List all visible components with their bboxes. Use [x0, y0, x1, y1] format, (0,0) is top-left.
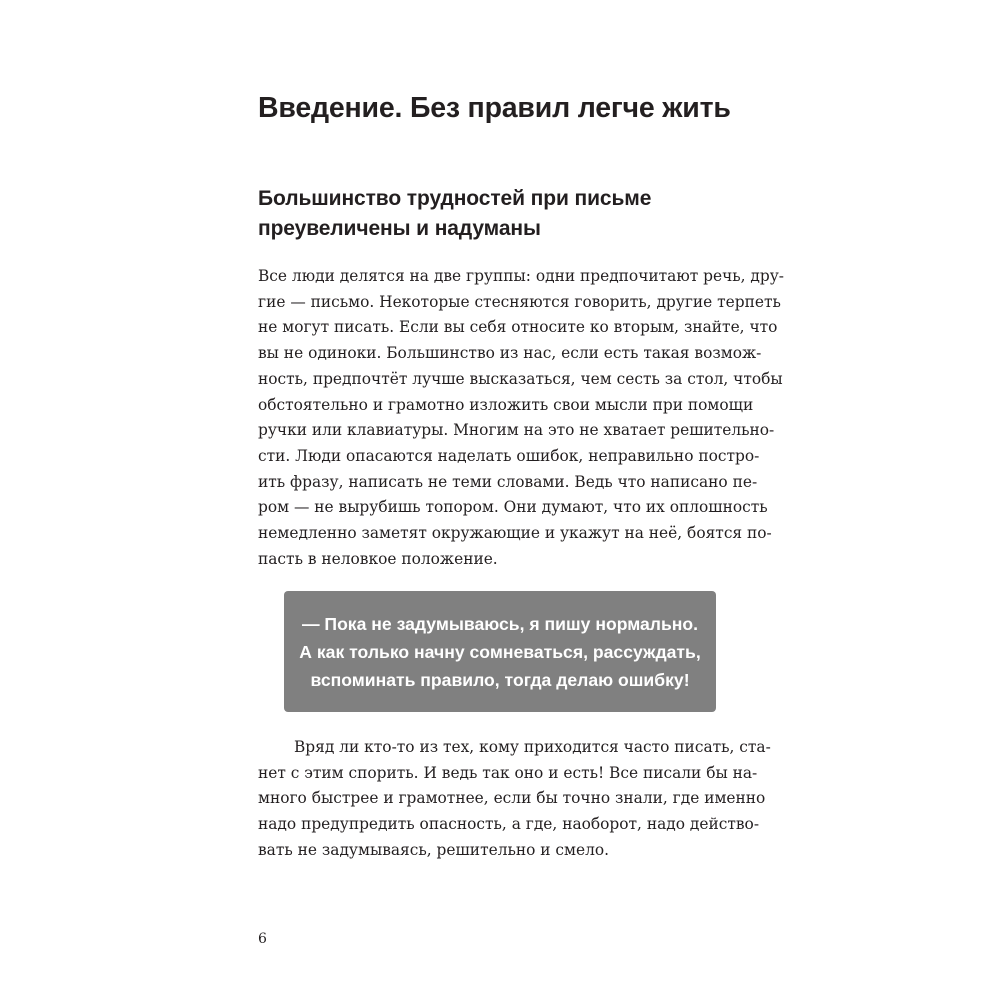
callout-line: А как только начну сомневаться, рассуждать, [299, 641, 701, 662]
text-line: ручки или клавиатуры. Многим на это не хватает решительно- [258, 421, 775, 440]
callout-line: — Пока не задумываюсь, я пишу нормально. [301, 613, 699, 634]
text-line: вать не задумываясь, решительно и смело. [258, 840, 610, 859]
text-line: сти. Люди опасаются наделать ошибок, неправильно постро- [258, 446, 760, 465]
text-line: вы не одиноки. Большинство из нас, если есть такая возмож- [258, 344, 762, 363]
text-line: не могут писать. Если вы себя относите ко вторым, знайте, что [258, 318, 778, 337]
paragraph-2 [258, 735, 771, 864]
quote-callout [284, 591, 716, 712]
section-title-line: преувеличены и надуманы [258, 217, 541, 240]
chapter-title: Введение. Без правил легче жить [258, 92, 731, 124]
callout-line: вспоминать правило, тогда делаю ошибку! [310, 669, 690, 690]
text-line: нет с этим спорить. И ведь так оно и есть! Все писали бы на- [258, 763, 758, 782]
text-line: обстоятельно и грамотно изложить свои мысли при помощи [258, 395, 754, 414]
text-line: ром — не вырубишь топором. Они думают, что их оплошность [258, 498, 768, 517]
text-line: много быстрее и грамотнее, если бы точно знали, где именно [258, 789, 766, 808]
text-line: надо предупредить опасность, а где, наоборот, надо действо- [258, 815, 760, 834]
section-title-line: Большинство трудностей при письме [258, 187, 652, 210]
text-line: Вряд ли кто-то из тех, кому приходится часто писать, ста- [294, 738, 771, 756]
paragraph-1 [258, 264, 785, 572]
text-line: гие — письмо. Некоторые стесняются говорить, другие терпеть [258, 292, 781, 311]
text-line: Все люди делятся на две группы: одни предпочитают речь, дру- [258, 267, 785, 285]
text-line: пасть в неловкое положение. [258, 549, 498, 568]
page-number: 6 [258, 931, 267, 947]
section-title [258, 184, 651, 244]
text-line: ность, предпочтёт лучше высказаться, чем сесть за стол, чтобы [258, 369, 783, 388]
text-line: немедленно заметят окружающие и укажут на неё, боятся по- [258, 524, 772, 543]
text-line: ить фразу, написать не теми словами. Ведь что написано пе- [258, 472, 758, 491]
